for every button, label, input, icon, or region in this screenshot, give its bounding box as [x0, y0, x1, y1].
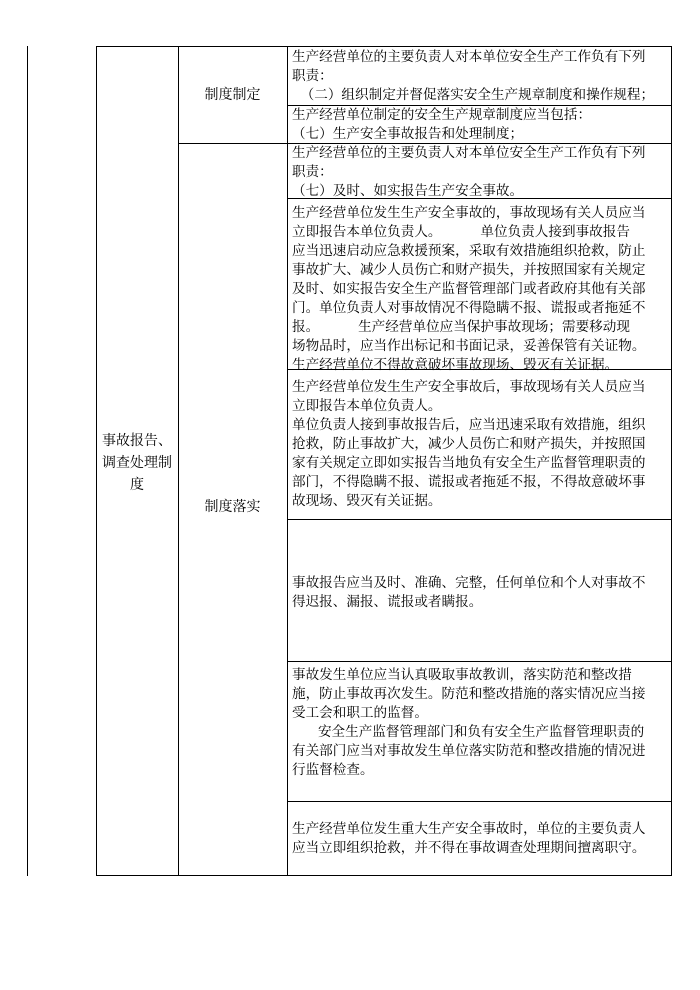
text-line: 职责：: [292, 164, 333, 180]
text-line: 生产经营单位发生生产安全事故的，事故现场有关人员应当: [292, 205, 646, 221]
text-line: 职责：: [292, 68, 333, 84]
text-line: 事故发生单位应当认真吸取事故教训，落实防范和整改措: [292, 667, 632, 683]
text-line: 生产经营单位的主要负责人对本单位安全生产工作负有下列: [292, 49, 646, 65]
text-line: 报。 生产经营单位应当保护事故现场；需要移动现: [292, 319, 630, 335]
text-line: 施，防止事故再次发生。防范和整改措施的落实情况应当接: [292, 686, 646, 702]
text-line: 生产经营单位制定的安全生产规章制度应当包括：: [292, 107, 592, 123]
implementation-row-5: [288, 666, 672, 780]
text-line: 受工会和职工的监督。: [292, 705, 428, 721]
formulation-row-1: [288, 48, 672, 105]
text-line: 有关部门应当对事故发生单位落实防范和整改措施的情况进: [292, 743, 646, 759]
category-label: 事故报告、调查处理制度: [102, 433, 172, 493]
text-line: （二）组织制定并督促落实安全生产规章制度和操作规程；: [292, 87, 655, 103]
text-line: 安全生产监督管理部门和负有安全生产监督管理职责的: [292, 724, 645, 740]
text-line: 得迟报、漏报、谎报或者瞒报。: [292, 594, 483, 610]
text-line: 场物品时，应当作出标记和书面记录，妥善保管有关证物。: [292, 338, 646, 354]
top-border: [96, 46, 672, 47]
text-line: 抢救，防止事故扩大，减少人员伤亡和财产损失，并按照国: [292, 436, 646, 452]
subcategory-formulation: 制度制定: [204, 87, 261, 103]
text-line: 单位负责人接到事故报告后，应当迅速采取有效措施，组织: [292, 417, 646, 433]
text-line: （七）及时、如实报告生产安全事故。: [292, 183, 524, 199]
category-column-left-border: [96, 46, 97, 876]
implementation-row-2: [288, 204, 672, 375]
outer-left-border: [27, 46, 28, 876]
content-row-divider: [287, 661, 672, 662]
text-line: 立即报告本单位负责人。 单位负责人接到事故报告: [292, 224, 630, 240]
subcategory-implementation: 制度落实: [204, 499, 261, 515]
text-line: 事故扩大、减少人员伤亡和财产损失，并按照国家有关规定: [292, 262, 646, 278]
text-line: 立即报告本单位负责人。: [292, 398, 442, 414]
text-line: 生产经营单位不得故意破坏事故现场、毁灭有关证据。: [292, 357, 619, 373]
bottom-border: [96, 875, 672, 876]
implementation-row-6: [288, 820, 672, 858]
text-line: 家有关规定立即如实报告当地负有安全生产监督管理职责的: [292, 455, 646, 471]
text-line: 部门，不得隐瞒不报、谎报或者拖延不报，不得故意破坏事: [292, 474, 646, 490]
implementation-row-1: [288, 144, 672, 201]
text-line: 事故报告应当及时、准确、完整，任何单位和个人对事故不: [292, 575, 646, 591]
implementation-row-3: [288, 378, 672, 511]
text-line: 应当立即组织抢救，并不得在事故调查处理期间擅离职守。: [292, 840, 646, 856]
text-line: 故现场、毁灭有关证据。: [292, 493, 442, 509]
text-line: （七）生产安全事故报告和处理制度；: [292, 126, 524, 142]
text-line: 行监督检查。: [292, 762, 374, 778]
content-row-divider: [287, 519, 672, 520]
text-line: 生产经营单位发生重大生产安全事故时，单位的主要负责人: [292, 821, 646, 837]
text-line: 门。单位负责人对事故情况不得隐瞒不报、谎报或者拖延不: [292, 300, 646, 316]
implementation-row-4: [288, 574, 672, 612]
text-line: 应当迅速启动应急救援预案，采取有效措施组织抢救，防止: [292, 243, 646, 259]
text-line: 及时、如实报告安全生产监督管理部门或者政府其他有关部: [292, 281, 646, 297]
text-line: 生产经营单位的主要负责人对本单位安全生产工作负有下列: [292, 145, 646, 161]
subcategory-column-left-border: [178, 46, 179, 876]
formulation-row-2: [288, 106, 672, 144]
text-line: 生产经营单位发生生产安全事故后，事故现场有关人员应当: [292, 379, 646, 395]
content-row-divider: [287, 801, 672, 802]
